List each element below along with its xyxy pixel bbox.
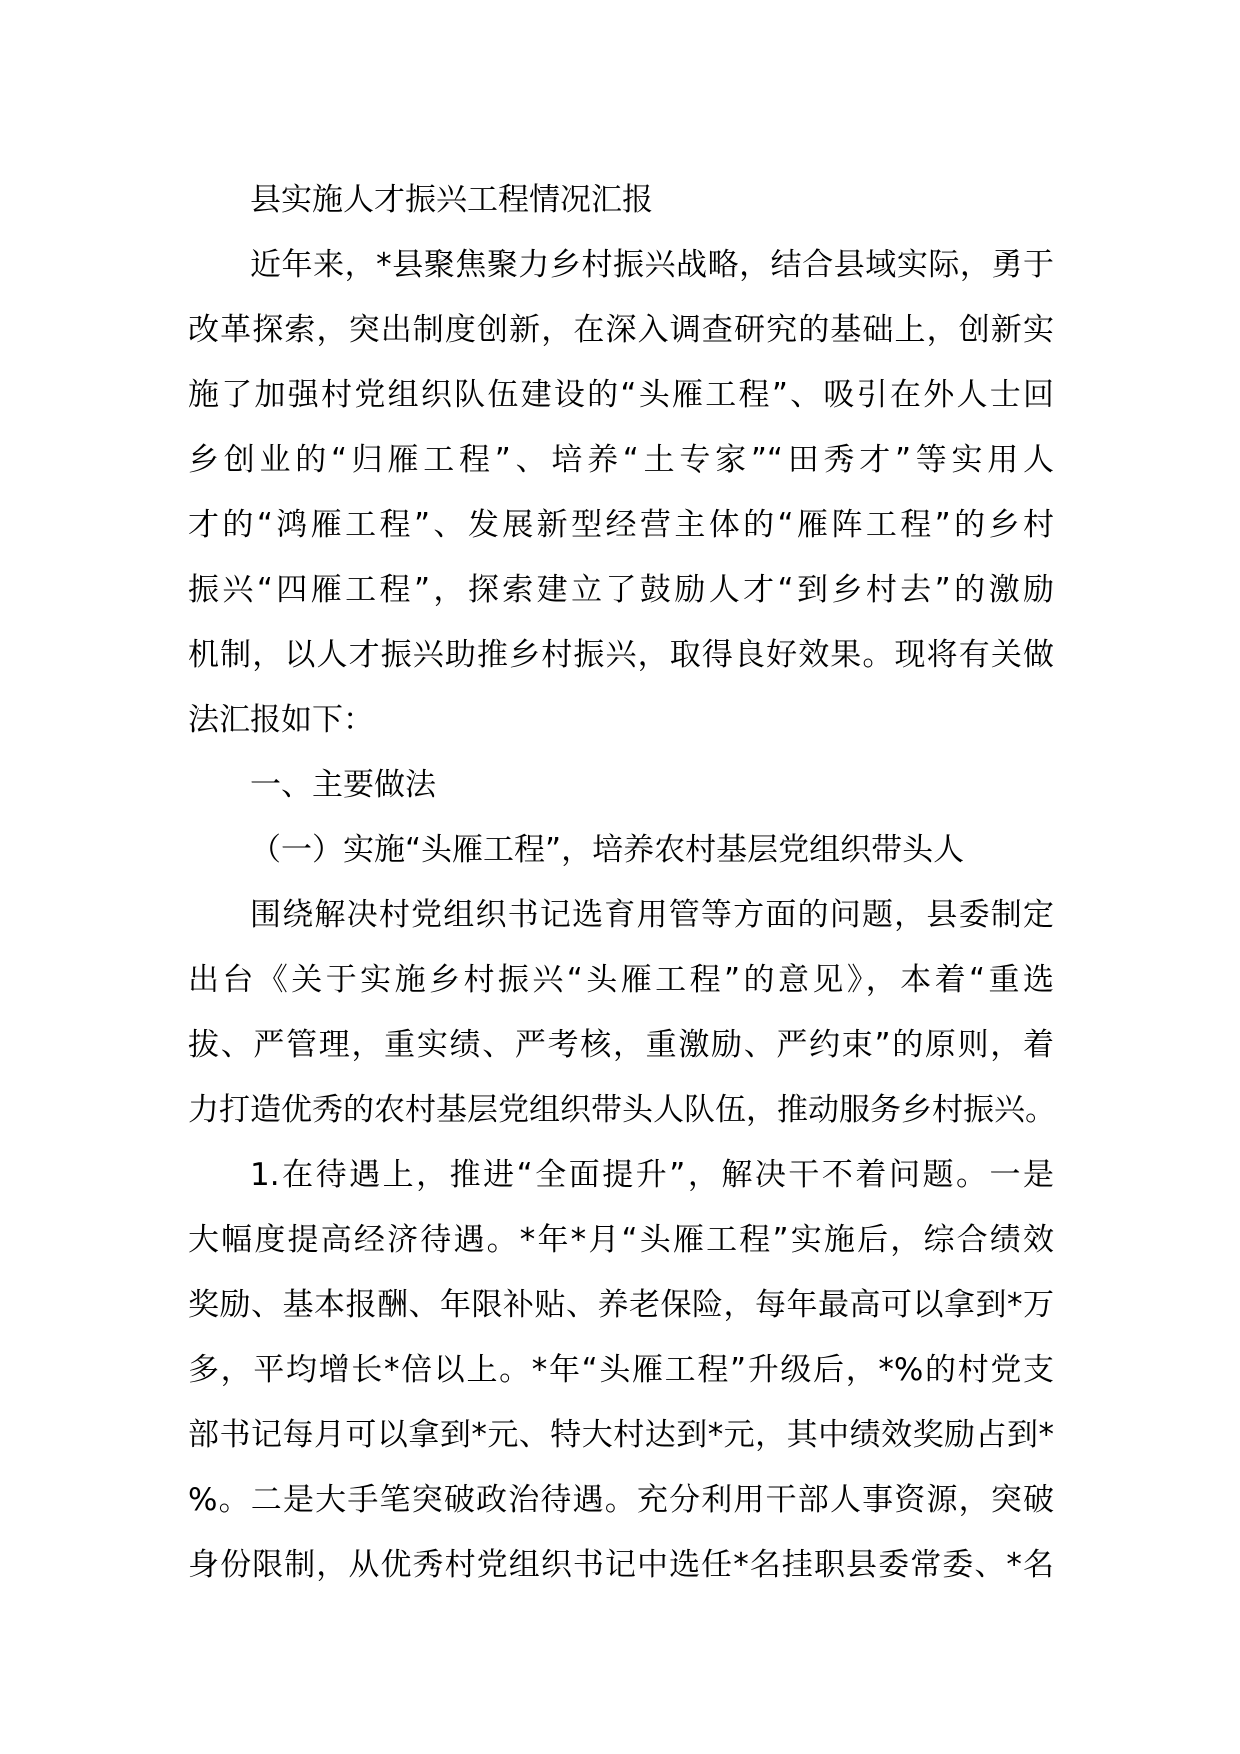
text-line: 多，平均增长*倍以上。*年“头雁工程”升级后，*%的村党支 [188,1352,1054,1388]
text-line: 1.在待遇上，推进“全面提升”，解决干不着问题。一是 [250,1157,1054,1193]
text-line: 围绕解决村党组织书记选育用管等方面的问题，县委制定 [250,897,1054,933]
text-line: 改革探索，突出制度创新，在深入调查研究的基础上，创新实 [188,312,1054,348]
section-heading: 一、主要做法 [250,767,436,803]
text-line: 才的“鸿雁工程”、发展新型经营主体的“雁阵工程”的乡村 [188,507,1054,543]
text-line: 部书记每月可以拿到*元、特大村达到*元，其中绩效奖励占到* [188,1417,1054,1453]
text-line: 出台《关于实施乡村振兴“头雁工程”的意见》，本着“重选 [188,962,1054,998]
document-body [188,168,1054,1598]
text-line: 奖励、基本报酬、年限补贴、养老保险，每年最高可以拿到*万 [188,1287,1054,1323]
text-line: 近年来，*县聚焦聚力乡村振兴战略，结合县域实际，勇于 [250,247,1054,283]
text-line: %。二是大手笔突破政治待遇。充分利用干部人事资源，突破 [188,1482,1054,1518]
subsection-heading: （一）实施“头雁工程”，培养农村基层党组织带头人 [250,832,965,868]
text-line: 振兴“四雁工程”，探索建立了鼓励人才“到乡村去”的激励 [188,572,1054,608]
document-title: 县实施人才振兴工程情况汇报 [250,182,653,218]
text-line: 乡创业的“归雁工程”、培养“土专家”“田秀才”等实用人 [188,442,1054,478]
text-line: 法汇报如下： [188,702,374,738]
text-line: 拔、严管理，重实绩、严考核，重激励、严约束”的原则，着 [188,1027,1054,1063]
text-line: 身份限制，从优秀村党组织书记中选任*名挂职县委常委、*名 [188,1547,1054,1583]
text-line: 施了加强村党组织队伍建设的“头雁工程”、吸引在外人士回 [188,377,1054,413]
text-line: 机制，以人才振兴助推乡村振兴，取得良好效果。现将有关做 [188,637,1054,673]
text-line: 力打造优秀的农村基层党组织带头人队伍，推动服务乡村振兴。 [188,1092,1056,1128]
text-line: 大幅度提高经济待遇。*年*月“头雁工程”实施后，综合绩效 [188,1222,1054,1258]
